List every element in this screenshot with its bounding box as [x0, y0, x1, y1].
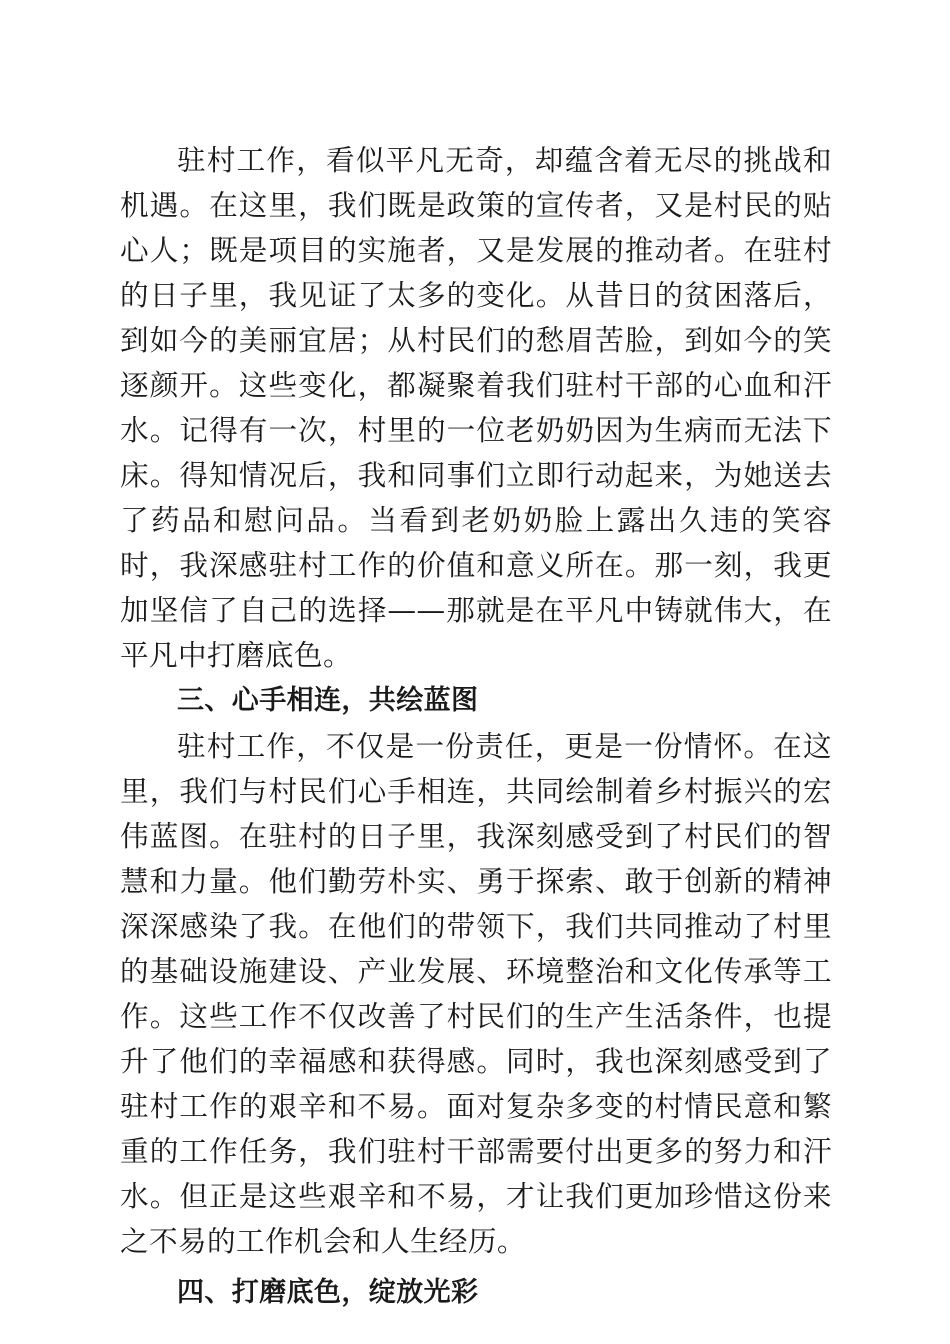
paragraph-hearts-connected: 驻村工作，不仅是一份责任，更是一份情怀。在这里，我们与村民们心手相连，共同绘制着乡村振兴的宏伟蓝图。在驻村的日子里，我深刻感受到了村民们的智慧和力量。他们勤劳朴实、勇于探索、敢于创新的精神深深感染了我。在他们的带领下，我们共同推动了村里的基础设施建设、产业发展、环境整治和文化传承等工作。这些工作不仅改善了村民们的生产生活条件，也提升了他们的幸福感和获得感。同时，我也深刻感受到了驻村工作的艰辛和不易。面对复杂多变的村情民意和繁重的工作任务，我们驻村干部需要付出更多的努力和汗水。但正是这些艰辛和不易，才让我们更加珍惜这份来之不易的工作机会和人生经历。 [120, 729, 832, 1258]
section-heading-four: 四、打磨底色，绽放光彩 [177, 1277, 479, 1308]
section-heading-three: 三、心手相连，共绘蓝图 [177, 685, 479, 716]
paragraph-village-work-changes: 驻村工作，看似平凡无奇，却蕴含着无尽的挑战和机遇。在这里，我们既是政策的宣传者，又是村民的贴心人；既是项目的实施者，又是发展的推动者。在驻村的日子里，我见证了太多的变化。从昔日的贫困落后，到如今的美丽宜居；从村民们的愁眉苦脸，到如今的笑逐颜开。这些变化，都凝聚着我们驻村干部的心血和汗水。记得有一次，村里的一位老奶奶因为生病而无法下床。得知情况后，我和同事们立即行动起来，为她送去了药品和慰问品。当看到老奶奶脸上露出久违的笑容时，我深感驻村工作的价值和意义所在。那一刻，我更加坚信了自己的选择——那就是在平凡中铸就伟大，在平凡中打磨底色。 [120, 143, 832, 672]
document-body [120, 138, 832, 1315]
